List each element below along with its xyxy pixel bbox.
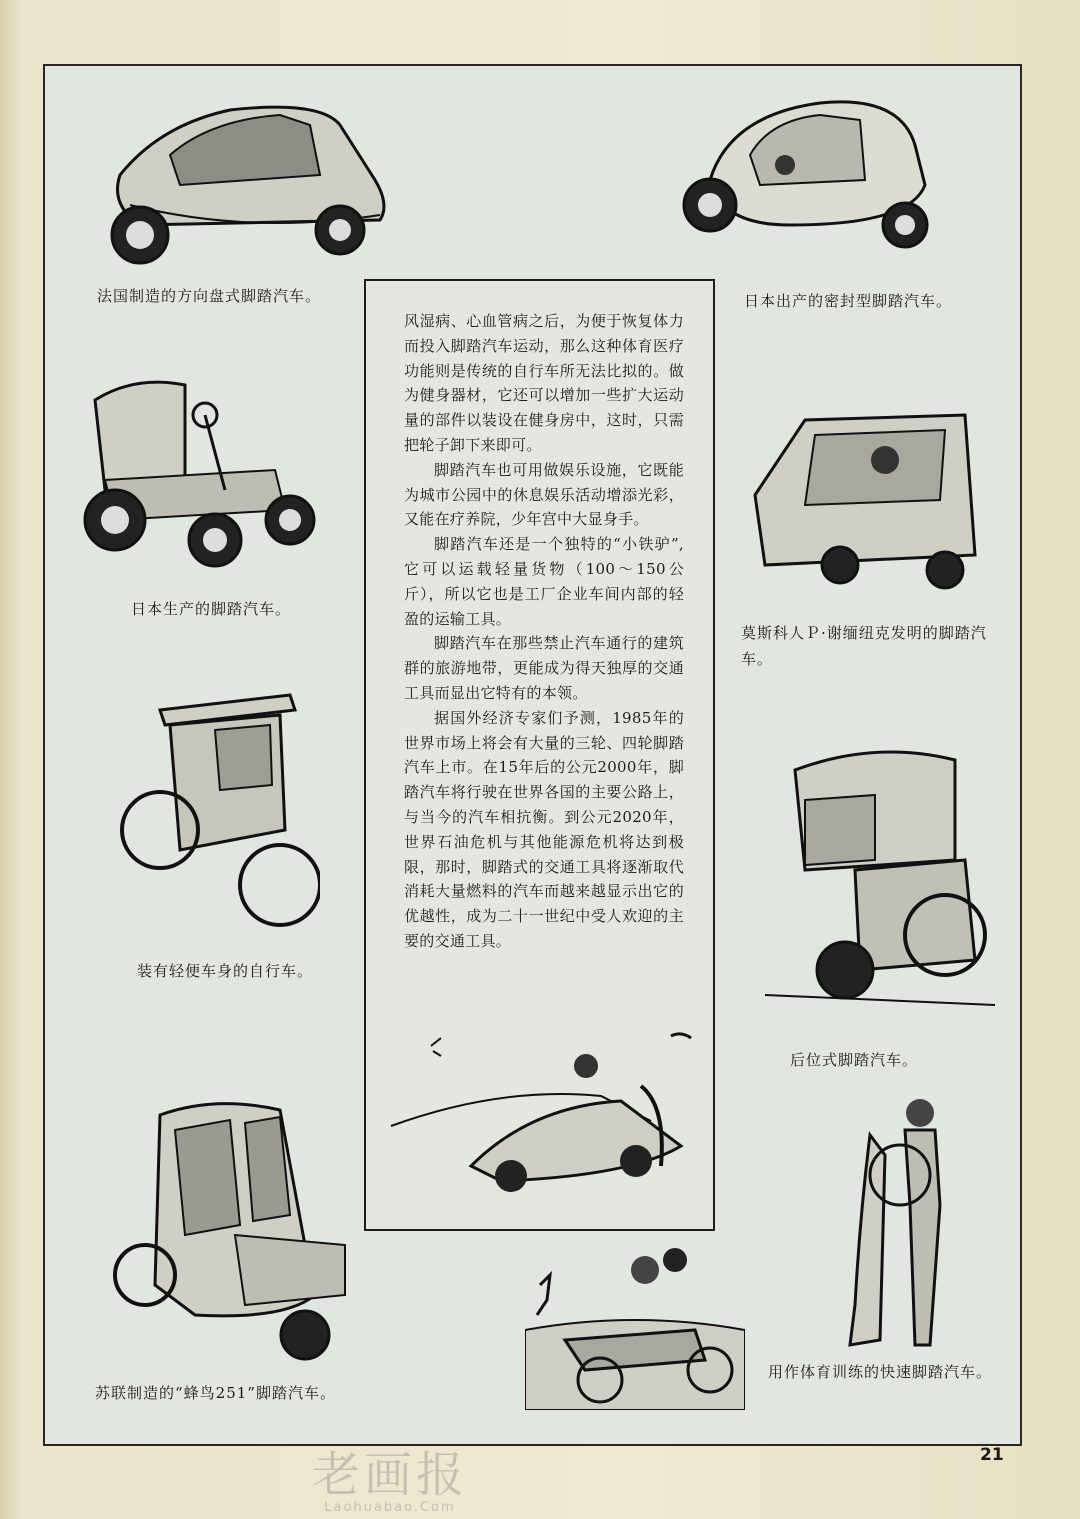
caption-training-pedal-car: 用作体育训练的快速脚踏汽车。	[768, 1363, 993, 1381]
watermark-url: Laohuabao.Com	[324, 1500, 456, 1515]
caption-rear-pedal-car: 后位式脚踏汽车。	[790, 1051, 919, 1069]
outing-pedal-car-illustration	[525, 1230, 745, 1410]
moscow-pedal-car-illustration	[745, 405, 985, 590]
caption-japan-made-pedal-car: 日本生产的脚踏汽车。	[131, 600, 292, 618]
article-paragraph: 风湿病、心血管病之后，为便于恢复体力而投入脚踏汽车运动，那么这种体育医疗功能则是传统的自行车所无法比拟的。做为健身器材，它还可以增加一些扩大运动量的部件以装设在健身房中，这时，只需把轮子卸下来即可。	[404, 312, 684, 454]
article-paragraph: 脚踏汽车也可用做娱乐设施，它既能为城市公园中的休息娱乐活动增添光彩，又能在疗养院，少年宫中大显身手。	[404, 460, 684, 529]
caption-japan-sealed-pedal-car: 日本出产的密封型脚踏汽车。	[744, 292, 953, 310]
sports-car-sketch-illustration	[381, 1026, 701, 1206]
caption-moscow-pedal-car: 莫斯科人Ｐ·谢缅纽克发明的脚踏汽车。	[741, 624, 987, 668]
japan-made-pedal-car-illustration	[75, 370, 325, 570]
caption-soviet-pedal-car: 苏联制造的“蜂鸟251”脚踏汽车。	[95, 1384, 336, 1402]
article-body	[404, 309, 684, 954]
japan-sealed-pedal-car-illustration	[670, 85, 940, 255]
article-paragraph: 脚踏汽车还是一个独特的“小铁驴”,它可以运载轻量货物（100～150公斤），所以它也是工厂企业车间内部的轻盈的运输工具。	[404, 535, 684, 628]
watermark-logo: 老画报	[311, 1447, 468, 1503]
french-pedal-car-illustration	[100, 85, 410, 285]
article-paragraph: 据国外经济专家们予测，1985年的世界市场上将会有大量的三轮、四轮脚踏汽车上市。在15年后的公元2000年，脚踏汽车将行驶在世界各国的主要公路上，与当今的汽车相抗衡。到公元2020年，世界石油危机与其他能源危机将达到极限，那时，脚踏式的交通工具将逐渐取代消耗大量燃料的汽车而越来越显示出它的优越性，成为二十一世纪中受人欢迎的主要的交通工具。	[404, 708, 684, 950]
caption-french-pedal-car: 法国制造的方向盘式脚踏汽车。	[97, 287, 322, 305]
training-pedal-car-illustration	[840, 1095, 960, 1355]
bicycle-with-body-illustration	[110, 690, 320, 940]
caption-bicycle-with-body: 装有轻便车身的自行车。	[137, 962, 314, 980]
soviet-hummingbird-pedal-car-illustration	[105, 1095, 355, 1365]
watermark	[275, 1447, 505, 1515]
page-number: 21	[980, 1445, 1004, 1465]
article-paragraph: 脚踏汽车在那些禁止汽车通行的建筑群的旅游地带，更能成为得天独厚的交通工具而显出它特有的本领。	[404, 634, 684, 702]
article-box	[364, 279, 715, 1231]
rear-pedal-car-illustration	[765, 740, 995, 1020]
